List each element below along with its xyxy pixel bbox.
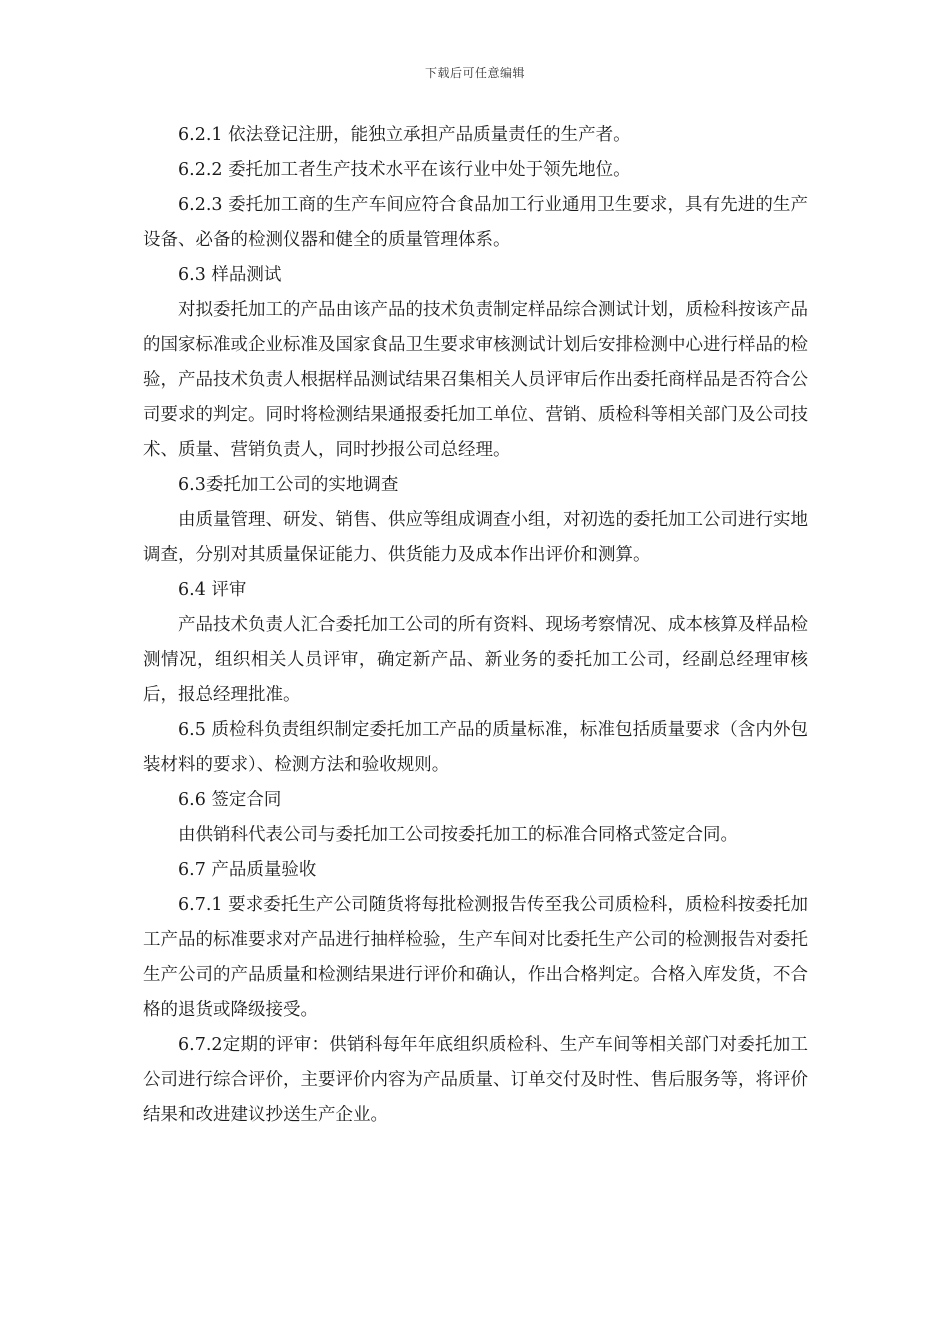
section-heading-6-7-acceptance: 6.7 产品质量验收 [178,860,317,880]
page-header-note: 下载后可任意编辑 [424,66,525,80]
section-heading-6-4-review: 6.4 评审 [178,580,247,600]
paragraph-6-7-1: 6.7.1 要求委托生产公司随货将每批检测报告传至我公司质检科，质检科按委托加工产品的标准要求对产品进行抽样检验，生产车间对比委托生产公司的检测报告对委托生产公司的产品质量和检测结果进行评价和确认，作出合格判定。合格入库发货，不合格的退货或降级接受。 [143,895,808,1020]
paragraph-6-5: 6.5 质检科负责组织制定委托加工产品的质量标准，标准包括质量要求（含内外包装材料的要求）、检测方法和验收规则。 [143,720,808,775]
paragraph-6-7-2: 6.7.2定期的评审：供销科每年年底组织质检科、生产车间等相关部门对委托加工公司进行综合评价，主要评价内容为产品质量、订单交付及时性、售后服务等，将评价结果和改进建议抄送生产企业。 [143,1035,808,1125]
paragraph-review: 产品技术负责人汇合委托加工公司的所有资料、现场考察情况、成本核算及样品检测情况，组织相关人员评审，确定新产品、新业务的委托加工公司，经副总经理审核后，报总经理批准。 [143,615,808,705]
section-heading-6-6-contract: 6.6 签定合同 [178,790,282,810]
paragraph-6-2-2: 6.2.2 委托加工者生产技术水平在该行业中处于领先地位。 [178,160,631,180]
paragraph-field-survey: 由质量管理、研发、销售、供应等组成调查小组，对初选的委托加工公司进行实地调查，分别对其质量保证能力、供货能力及成本作出评价和测算。 [143,510,808,565]
paragraph-sample-test: 对拟委托加工的产品由该产品的技术负责制定样品综合测试计划，质检科按该产品的国家标准或企业标准及国家食品卫生要求审核测试计划后安排检测中心进行样品的检验，产品技术负责人根据样品测试结果召集相关人员评审后作出委托商样品是否符合公司要求的判定。同时将检测结果通报委托加工单位、营销、质检科等相关部门及公司技术、质量、营销负责人，同时抄报公司总经理。 [143,300,808,460]
document-body [143,118,808,1133]
section-heading-6-3-sample-test: 6.3 样品测试 [178,265,282,285]
paragraph-6-2-1: 6.2.1 依法登记注册，能独立承担产品质量责任的生产者。 [178,125,631,145]
section-heading-6-3-field-survey: 6.3委托加工公司的实地调查 [178,475,399,495]
paragraph-6-2-3: 6.2.3 委托加工商的生产车间应符合食品加工行业通用卫生要求，具有先进的生产设备、必备的检测仪器和健全的质量管理体系。 [143,195,808,250]
paragraph-contract: 由供销科代表公司与委托加工公司按委托加工的标准合同格式签定合同。 [178,825,738,845]
